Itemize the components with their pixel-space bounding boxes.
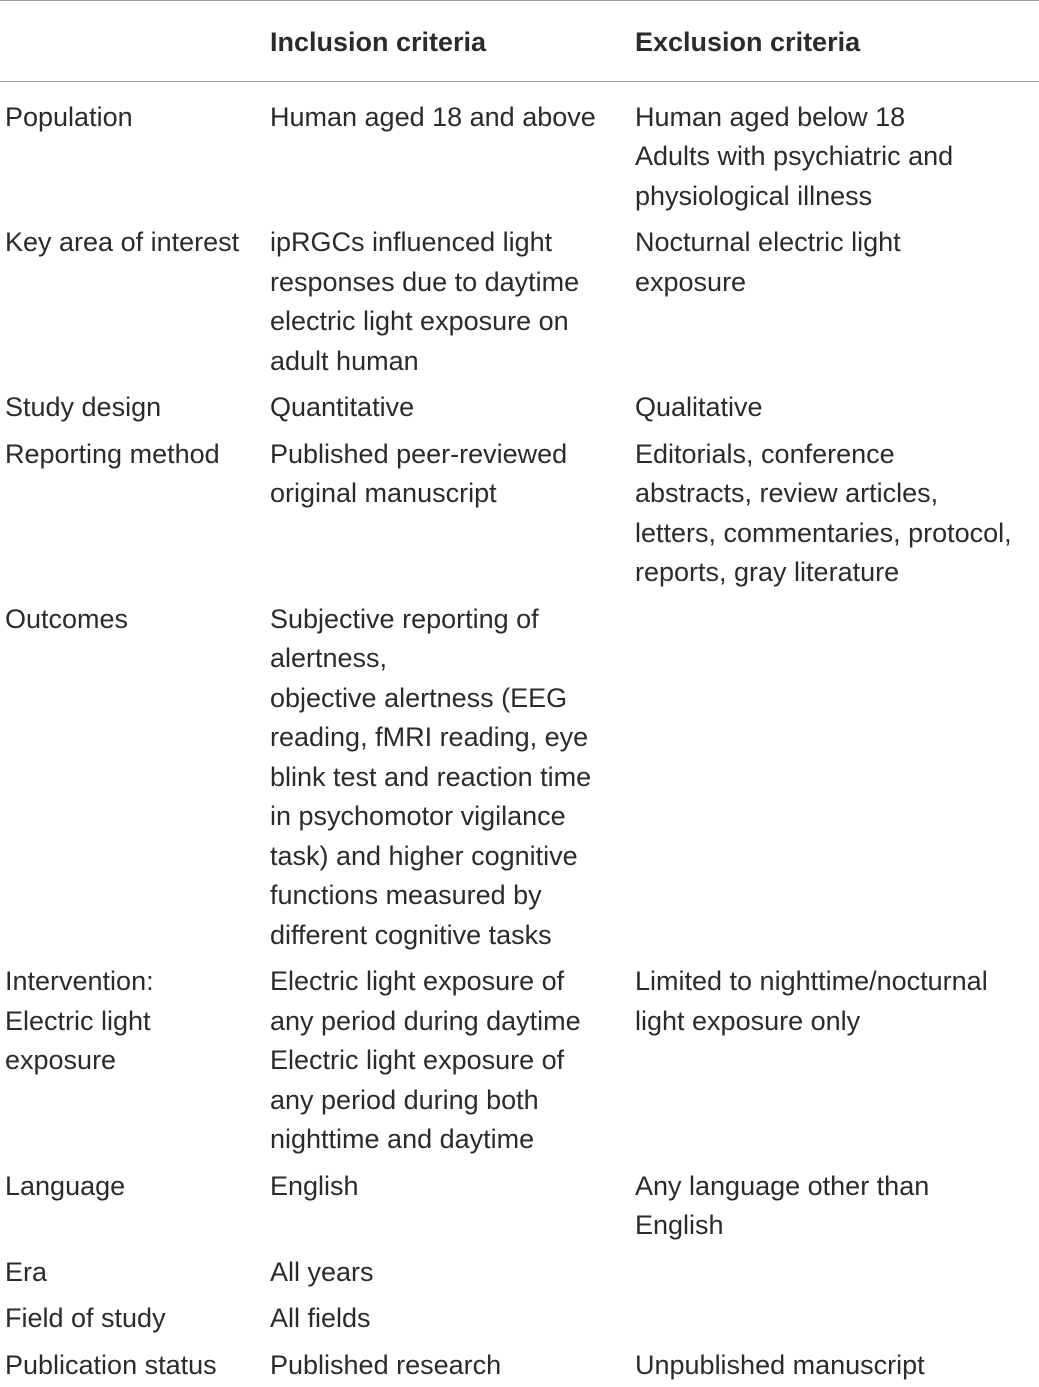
inclusion-line: Subjective reporting of <box>270 603 539 634</box>
table-row <box>0 81 1039 216</box>
category-cell <box>0 381 270 428</box>
table-row <box>0 1160 1039 1246</box>
header-exclusion: Exclusion criteria <box>635 1 1039 82</box>
inclusion-cell <box>270 81 635 216</box>
exclusion-line: Nocturnal electric light <box>635 227 901 257</box>
inclusion-line: any period during daytime <box>270 1005 581 1036</box>
table-row <box>0 1339 1039 1386</box>
category-line: Language <box>5 1170 126 1201</box>
inclusion-cell <box>270 1339 635 1386</box>
exclusion-cell <box>635 1246 1039 1293</box>
inclusion-line: task) and higher cognitive <box>270 840 578 871</box>
exclusion-line: Adults with psychiatric and <box>635 141 954 171</box>
inclusion-line: English <box>270 1170 359 1201</box>
category-line: Electric light <box>5 1005 151 1036</box>
inclusion-line: Published research <box>270 1349 502 1380</box>
category-cell <box>0 81 270 216</box>
exclusion-cell <box>635 955 1039 1160</box>
inclusion-line: ipRGCs influenced light <box>270 227 553 257</box>
inclusion-line: functions measured by <box>270 880 542 910</box>
exclusion-line: Human aged below 18 <box>635 101 906 132</box>
category-line: Intervention: <box>5 966 154 996</box>
exclusion-line: Any language other than <box>635 1170 930 1201</box>
inclusion-line: All fields <box>270 1303 371 1333</box>
table-row <box>0 593 1039 956</box>
category-line: Reporting method <box>5 438 220 469</box>
category-cell <box>0 428 270 593</box>
header-category <box>0 1 270 82</box>
inclusion-line: All years <box>270 1256 374 1287</box>
category-line: Population <box>5 101 133 132</box>
inclusion-cell <box>270 216 635 381</box>
inclusion-cell <box>270 955 635 1160</box>
category-cell <box>0 1292 270 1339</box>
exclusion-line: Editorials, conference <box>635 438 895 469</box>
table-row <box>0 381 1039 428</box>
category-line: Outcomes <box>5 603 129 634</box>
exclusion-cell <box>635 1160 1039 1246</box>
exclusion-cell <box>635 428 1039 593</box>
inclusion-cell <box>270 593 635 956</box>
inclusion-line: in psychomotor vigilance <box>270 801 566 831</box>
exclusion-cell <box>635 81 1039 216</box>
inclusion-line: nighttime and daytime <box>270 1124 535 1154</box>
exclusion-line: light exposure only <box>635 1005 861 1036</box>
inclusion-cell <box>270 1292 635 1339</box>
inclusion-line: Electric light exposure of <box>270 1045 565 1075</box>
inclusion-line: adult human <box>270 345 419 376</box>
category-cell <box>0 1160 270 1246</box>
category-cell <box>0 1246 270 1293</box>
inclusion-line: reading, fMRI reading, eye <box>270 722 589 752</box>
category-line: Field of study <box>5 1303 166 1333</box>
exclusion-cell <box>635 381 1039 428</box>
table-header <box>0 1 1039 82</box>
exclusion-line: English <box>635 1210 724 1240</box>
category-line: exposure <box>5 1045 117 1075</box>
inclusion-cell <box>270 1246 635 1293</box>
category-cell <box>0 1339 270 1386</box>
exclusion-line: letters, commentaries, protocol, <box>635 517 1012 548</box>
inclusion-line: original manuscript <box>270 478 497 508</box>
table-row <box>0 216 1039 381</box>
inclusion-line: alertness, <box>270 643 388 673</box>
inclusion-cell <box>270 428 635 593</box>
exclusion-line: Qualitative <box>635 392 763 422</box>
inclusion-line: blink test and reaction time <box>270 761 592 792</box>
exclusion-cell <box>635 216 1039 381</box>
table-row <box>0 1292 1039 1339</box>
category-line: Publication status <box>5 1349 217 1380</box>
exclusion-cell <box>635 1292 1039 1339</box>
inclusion-line: electric light exposure on <box>270 306 569 336</box>
category-line: Key area of interest <box>5 227 240 257</box>
inclusion-cell <box>270 381 635 428</box>
category-line: Study design <box>5 392 162 422</box>
header-inclusion: Inclusion criteria <box>270 1 635 82</box>
inclusion-line: Electric light exposure of <box>270 966 565 996</box>
inclusion-line: objective alertness (EEG <box>270 682 568 713</box>
inclusion-cell <box>270 1160 635 1246</box>
table-row <box>0 955 1039 1160</box>
table-row <box>0 1246 1039 1293</box>
category-cell <box>0 955 270 1160</box>
exclusion-cell <box>635 593 1039 956</box>
header-row <box>0 1 1039 82</box>
exclusion-line: Unpublished manuscript <box>635 1349 925 1380</box>
inclusion-line: Human aged 18 and above <box>270 101 596 132</box>
category-line: Era <box>5 1256 48 1287</box>
inclusion-line: different cognitive tasks <box>270 919 552 950</box>
exclusion-line: reports, gray literature <box>635 557 900 587</box>
category-cell <box>0 216 270 381</box>
table-row <box>0 428 1039 593</box>
inclusion-line: responses due to daytime <box>270 266 580 297</box>
exclusion-line: abstracts, review articles, <box>635 478 939 508</box>
inclusion-line: Quantitative <box>270 392 415 422</box>
category-cell <box>0 593 270 956</box>
inclusion-line: any period during both <box>270 1084 539 1115</box>
inclusion-line: Published peer-reviewed <box>270 438 568 469</box>
exclusion-line: exposure <box>635 266 747 297</box>
exclusion-line: Limited to nighttime/nocturnal <box>635 966 988 996</box>
exclusion-cell <box>635 1339 1039 1386</box>
exclusion-line: physiological illness <box>635 180 873 211</box>
table-body <box>0 81 1039 1385</box>
